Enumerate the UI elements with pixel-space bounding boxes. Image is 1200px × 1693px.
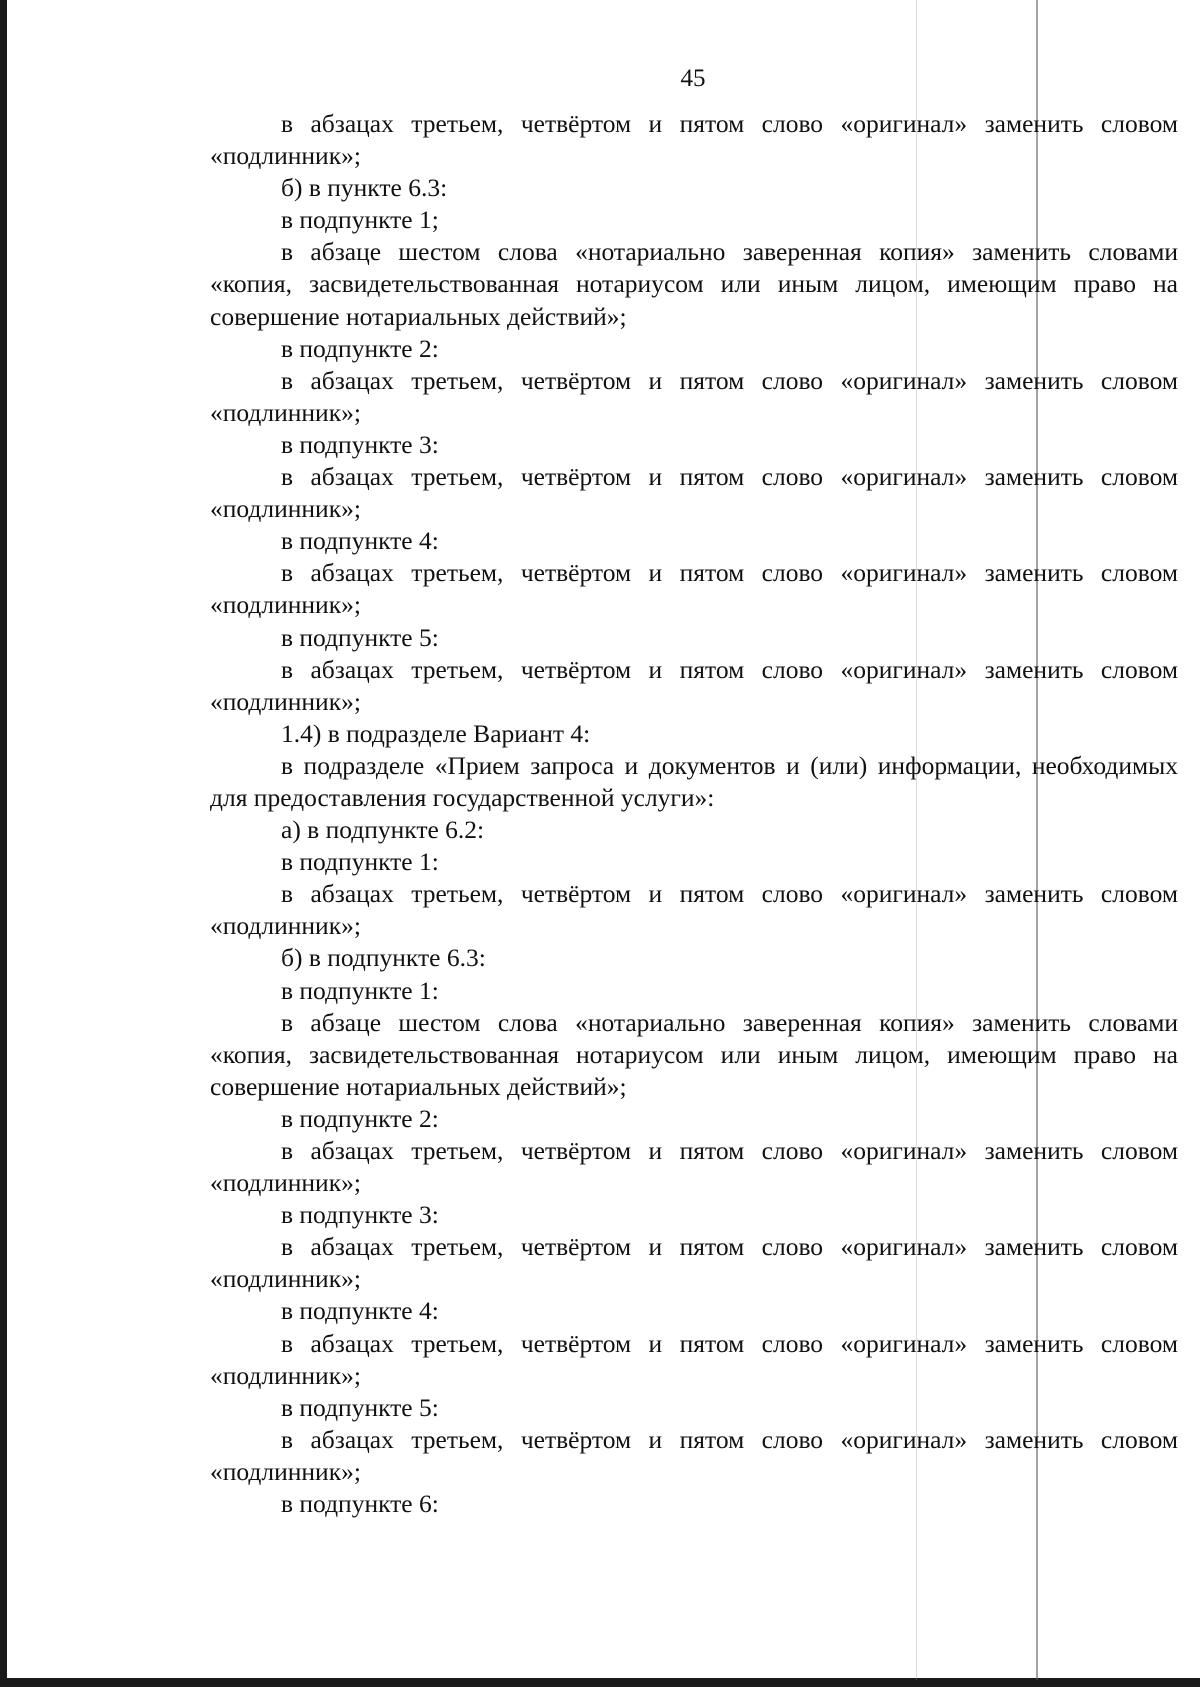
scan-border-bottom bbox=[0, 1678, 1200, 1687]
paragraph: 1.4) в подразделе Вариант 4: bbox=[281, 718, 591, 748]
paragraph: в подпункте 1; bbox=[281, 205, 439, 235]
paragraph: в абзацах третьем, четвёртом и пятом слово «оригинал» заменить словом «подлинник»; bbox=[210, 558, 1178, 620]
paragraph: в абзацах третьем, четвёртом и пятом слово «оригинал» заменить словом «подлинник»; bbox=[210, 1232, 1178, 1294]
paragraph: в подпункте 2: bbox=[281, 333, 439, 363]
paragraph: б) в подпункте 6.3: bbox=[281, 943, 486, 973]
scan-border-left bbox=[0, 0, 7, 1685]
paragraph: в подпункте 1: bbox=[281, 847, 439, 877]
paragraph: в подпункте 4: bbox=[281, 1296, 439, 1326]
paragraph: в подпункте 4: bbox=[281, 526, 439, 556]
page-number-container bbox=[0, 63, 1200, 95]
paragraph: в подпункте 2: bbox=[281, 1103, 439, 1133]
paragraph: в абзаце шестом слова «нотариально заверенная копия» заменить словами «копия, засвидетельствованная нотариусом или иным лицом, имеющим право на совершение нотариальных действий»; bbox=[210, 1007, 1178, 1101]
page-number: 45 bbox=[680, 65, 706, 92]
paragraph: в подпункте 5: bbox=[281, 622, 439, 652]
paragraph: а) в подпункте 6.2: bbox=[281, 815, 485, 845]
document-body bbox=[210, 108, 1178, 1520]
paragraph: в абзацах третьем, четвёртом и пятом слово «оригинал» заменить словом «подлинник»; bbox=[210, 1136, 1178, 1198]
paragraph: в абзацах третьем, четвёртом и пятом слово «оригинал» заменить словом «подлинник»; bbox=[210, 879, 1178, 941]
paragraph: в абзацах третьем, четвёртом и пятом слово «оригинал» заменить словом «подлинник»; bbox=[210, 1424, 1178, 1486]
paragraph: в абзацах третьем, четвёртом и пятом слово «оригинал» заменить словом «подлинник»; bbox=[210, 1328, 1178, 1390]
paragraph: в подпункте 3: bbox=[281, 429, 439, 459]
paragraph: в подпункте 6: bbox=[281, 1489, 439, 1519]
paragraph: в подразделе «Прием запроса и документов и (или) информации, необходимых для предоставления государственной услуги»: bbox=[210, 750, 1178, 812]
paragraph: в подпункте 5: bbox=[281, 1392, 439, 1422]
paragraph: в абзацах третьем, четвёртом и пятом слово «оригинал» заменить словом «подлинник»; bbox=[210, 365, 1178, 427]
paragraph: в подпункте 1: bbox=[281, 975, 439, 1005]
paragraph: в абзацах третьем, четвёртом и пятом слово «оригинал» заменить словом «подлинник»; bbox=[210, 109, 1178, 171]
paragraph: в подпункте 3: bbox=[281, 1200, 439, 1230]
paragraph: в абзацах третьем, четвёртом и пятом слово «оригинал» заменить словом «подлинник»; bbox=[210, 654, 1178, 716]
paragraph: в абзаце шестом слова «нотариально заверенная копия» заменить словами «копия, засвидетельствованная нотариусом или иным лицом, имеющим право на совершение нотариальных действий»; bbox=[210, 237, 1178, 331]
paragraph: б) в пункте 6.3: bbox=[281, 173, 448, 203]
paragraph: в абзацах третьем, четвёртом и пятом слово «оригинал» заменить словом «подлинник»; bbox=[210, 462, 1178, 524]
